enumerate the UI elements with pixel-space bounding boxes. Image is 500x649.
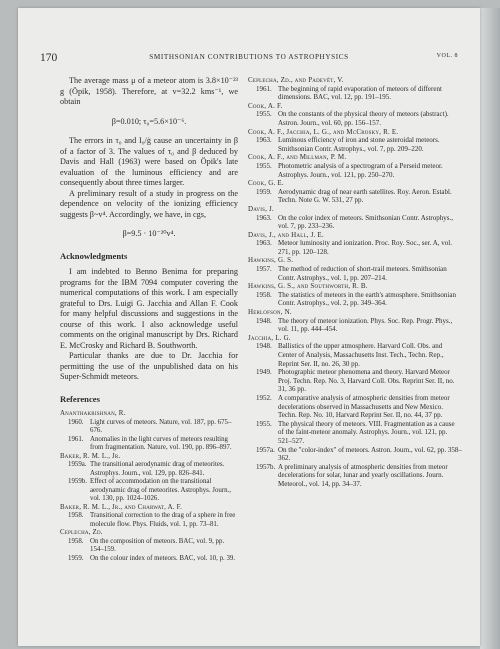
reference-text: Anomalies in the light curves of meteors resulting from fragmentation. Nature, vol. 190, pp. 896–897. [90, 435, 232, 451]
reference-year: 1948. [256, 316, 272, 325]
page-header [40, 52, 458, 66]
equation-beta-tau: β=0.010; τ₀=5.6×10⁻⁶. [111, 116, 187, 126]
reference-year: 1955. [256, 110, 272, 119]
reference-group [248, 76, 462, 102]
equation-beta-velocity: β=9.5 · 10⁻²⁰v⁴. [122, 229, 176, 238]
paragraph-mass: The average mass μ of a meteor atom is 3.8×10⁻²³ g (Öpik, 1958). Therefore, at v=32.2 kms⁻¹, we obtain [60, 76, 238, 106]
reference-group [60, 410, 238, 453]
reference-entry [248, 214, 462, 231]
reference-author: Cook, G. E. [248, 179, 284, 188]
reference-author: Baker, R. M. L., Jr., and Charwat, A. F. [60, 503, 183, 511]
reference-group [60, 504, 238, 530]
reference-text: Photographic meteor phenomena and theory. Harvard Meteor Proj. Techn. Rep. No. 3, Harvard Coll. Obs. Reprint Ser. II, no. 31, 36 pp. [278, 368, 455, 394]
reference-text: Photometric analysis of a spectrogram of a Perseid meteor. Astrophys. Journ., vol. 121, pp. 250–270. [278, 161, 443, 179]
reference-year: 1958. [68, 512, 84, 519]
reference-entry [60, 512, 238, 529]
reference-author: Davis, J. [248, 204, 274, 213]
reference-entry [248, 368, 462, 394]
reference-author: Ceplecha, Zd., and Padevět, V. [248, 76, 344, 84]
reference-group [248, 205, 462, 231]
reference-author: Hawkins, G. S. [248, 256, 294, 265]
reference-entry [248, 394, 462, 420]
reference-text: On the color index of meteors. Smithsonian Contr. Astrophys., vol. 7, pp. 233–236. [278, 213, 453, 231]
references-heading: References [60, 393, 100, 404]
reference-year: 1961. [68, 435, 84, 443]
reference-entry [248, 342, 462, 368]
reference-group [248, 128, 462, 154]
reference-entry [60, 419, 238, 436]
reference-author: Jacchia, L. G. [248, 333, 291, 342]
reference-entry [60, 436, 238, 453]
reference-author: Davis, J., and Hall, J. E. [248, 230, 324, 239]
reference-entry [248, 463, 462, 489]
reference-text: A comparative analysis of atmospheric densities from meteor decelerations observed in Massachusetts and New Mexico. Techn. Rep. No. 10, Harvard Reprint Ser. II, no. 44, 37 pp. [278, 393, 450, 420]
reference-text: The transitional aerodynamic drag of meteorites. Astrophys. Journ., vol. 129, pp. 826–841. [90, 461, 225, 477]
reference-entry [60, 555, 238, 564]
reference-year: 1959b. [68, 478, 87, 485]
page-number: 170 [40, 52, 58, 64]
reference-entry [248, 420, 462, 446]
reference-text: Meteor luminosity and ionization. Proc. Roy. Soc., ser. A, vol. 271, pp. 120–128. [278, 239, 452, 256]
reference-text: The physical theory of meteors. VIII. Fragmentation as a cause of the faint-meteor anomaly. Astrophys. Journ., vol. 121, pp. 521–527. [278, 419, 455, 445]
reference-text: A preliminary analysis of atmospheric densities from meteor decelerations for solar, lunar and yearly oscillations. Journ. Meteorol., vol. 14, pp. 34–37. [278, 462, 448, 488]
reference-text: On the composition of meteors. BAC, vol. 9, pp. 154–159. [90, 537, 225, 553]
reference-year: 1959. [256, 187, 272, 196]
reference-group [248, 256, 462, 282]
reference-year: 1957b. [256, 462, 276, 471]
reference-text: The statistics of meteors in the earth's atmosphere. Smithsonian Contr. Astrophys., vol. 2, pp. 349–364. [278, 290, 456, 308]
reference-year: 1959. [68, 554, 84, 562]
left-column [60, 76, 238, 563]
paragraph-errors: The errors in τ₀ and I₀/ġ cause an uncertainty in β of a factor of 3. The values of τ₀ and β deduced by Davis and Hall (1963) were based on Öpik's late evaluation of the luminous efficiency and are consequently about three times larger. [60, 136, 238, 187]
reference-text: The method of reduction of short-trail meteors. Smithsonian Contr. Astrophys., vol. 1, pp. 207–214. [278, 265, 447, 282]
reference-entry [60, 478, 238, 504]
reference-entry [248, 188, 462, 205]
reference-group [248, 102, 462, 128]
reference-text: The beginning of rapid evaporation of meteors of different dimensions. BAC, vol. 12, pp. 191–195. [278, 84, 442, 102]
reference-author: Cook, A. F., Jacchia, L. G., and McCrosky, R. E. [248, 127, 399, 136]
reference-text: On the colour index of meteors. BAC, vol. 10, p. 39. [90, 554, 236, 562]
reference-text: Luminous efficiency of iron and stone asteroidal meteors. Smithsonian Contr. Astrophys., vol. 7, pp. 209–220. [278, 136, 440, 153]
reference-text: The theory of meteor ionization. Phys. Soc. Rep. Progr. Phys., vol. 11, pp. 444–454. [278, 316, 453, 334]
reference-author: Cook, A. F. [248, 101, 283, 110]
reference-author: Herlofson, N. [248, 308, 292, 317]
reference-year: 1963. [256, 213, 272, 222]
reference-entry [248, 265, 462, 282]
running-head: SMITHSONIAN CONTRIBUTIONS TO ASTROPHYSICS [149, 53, 349, 61]
reference-year: 1960. [68, 418, 84, 426]
reference-year: 1955. [256, 419, 272, 428]
reference-entry [248, 291, 462, 308]
reference-year: 1948. [256, 342, 272, 351]
adjacent-page-edge [480, 8, 500, 649]
reference-year: 1963. [256, 136, 272, 145]
reference-text: Aerodynamic drag of near earth satellites. Roy. Aeron. Establ. Techn. Note G. W. 531, 27 pp. [278, 187, 452, 205]
reference-year: 1963. [256, 239, 272, 248]
reference-year: 1957a. [256, 445, 275, 454]
reference-group [248, 282, 462, 308]
reference-entry [248, 239, 462, 256]
reference-year: 1958. [256, 290, 272, 299]
reference-text: On the "color-index" of meteors. Astron. Journ., vol. 62, pp. 358–362. [278, 445, 462, 463]
reference-author: Ananthakrishnan, R. [60, 410, 126, 417]
reference-year: 1961. [256, 84, 272, 93]
reference-text: Effect of accommodation on the transitional aerodynamic drag of meteorites. Astrophys. Journ., vol. 130, pp. 1024–1026. [90, 478, 232, 502]
reference-entry [248, 110, 462, 127]
reference-year: 1952. [256, 393, 272, 402]
reference-entry [248, 317, 462, 334]
references-list-right [248, 76, 462, 489]
paragraph-acknowledgments: I am indebted to Benno Benima for preparing programs for the IBM 7094 computer covering the numerical computations of this work. I am especially grateful to Drs. Luigi G. Jacchia and Allan F. Cook for many helpful discussions and suggestions in the course of this work. I also acknowledge useful comments on the original manuscript by Drs. Richard E. McCrosky and Richard B. Southworth. [60, 267, 238, 350]
reference-text: On the constants of the physical theory of meteors (abstract). Astron. Journ., vol. 60, pp. 156–157. [278, 110, 449, 127]
reference-text: Light curves of meteors. Nature, vol. 187, pp. 675–676. [90, 418, 232, 434]
reference-entry [60, 538, 238, 555]
reference-author: Hawkins, G. S., and Southworth, R. B. [248, 282, 368, 291]
reference-group [248, 334, 462, 489]
reference-author: Cook, A. F., and Millman, P. M. [248, 153, 347, 162]
reference-author: Ceplecha, Zd. [60, 529, 103, 536]
reference-group [248, 153, 462, 179]
paragraph-preliminary: A preliminary result of a study in progress on the dependence on velocity of the ionizing efficiency suggests β~v⁴. Accordingly, we have, in cgs, [60, 188, 238, 219]
reference-entry [60, 461, 238, 478]
reference-year: 1959a. [68, 461, 87, 468]
references-list-left [60, 410, 238, 563]
reference-year: 1949. [256, 368, 272, 377]
reference-group [60, 453, 238, 504]
reference-author: Baker, R. M. L., Jr. [60, 452, 121, 460]
reference-year: 1955. [256, 161, 272, 170]
reference-entry [248, 85, 462, 102]
reference-entry [248, 162, 462, 179]
reference-group [60, 529, 238, 563]
paragraph-thanks: Particular thanks are due to Dr. Jacchia for permitting the use of the unpublished data on his Super-Schmidt meteors. [60, 351, 238, 381]
reference-year: 1958. [68, 537, 84, 545]
acknowledgments-heading: Acknowledgments [60, 250, 128, 261]
reference-group [248, 231, 462, 257]
reference-entry [248, 136, 462, 153]
reference-text: Ballistics of the upper atmosphere. Harvard Coll. Obs. and Center of Analysis, Massachusetts Inst. Tech., Techn. Rep., Reprint Ser. II, no. 26, 30 pp. [278, 342, 444, 368]
reference-year: 1957. [256, 265, 272, 274]
reference-text: Transitional correction to the drag of a sphere in free molecule flow. Phys. Fluids, vol. 1, pp. 73–81. [90, 512, 236, 528]
volume-label: VOL. 8 [436, 53, 458, 59]
reference-group [248, 308, 462, 334]
reference-group [248, 179, 462, 205]
reference-entry [248, 446, 462, 463]
